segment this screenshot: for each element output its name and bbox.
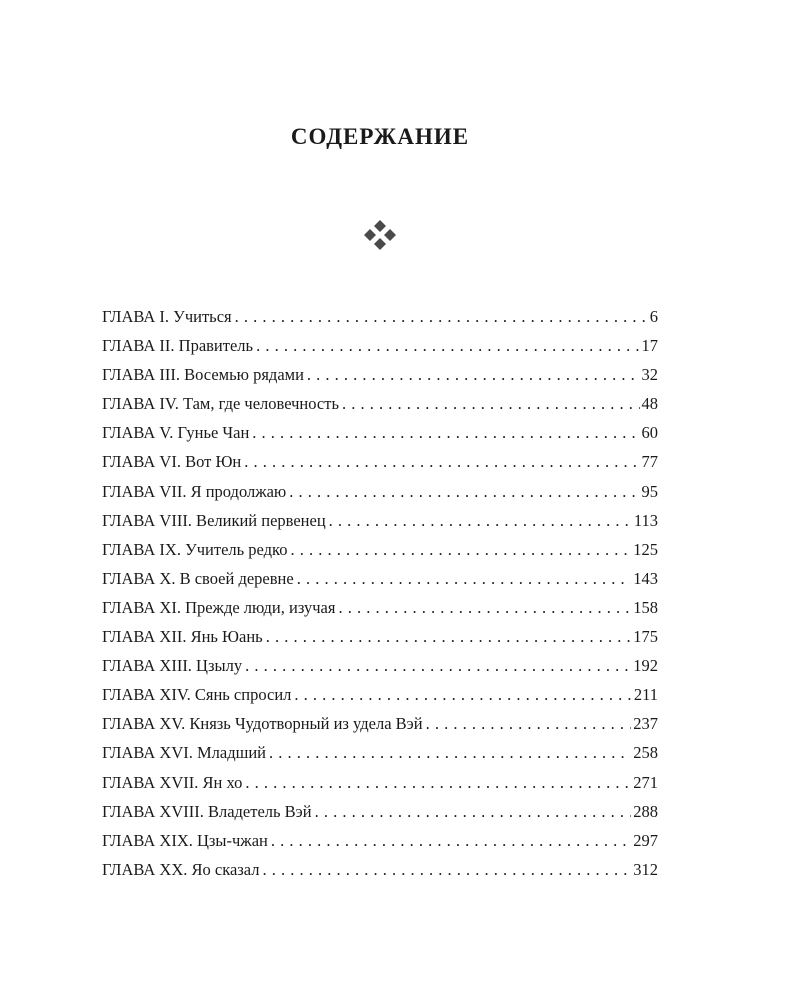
toc-entry-page-number: 192 [633, 656, 658, 676]
toc-dot-leader [338, 598, 631, 618]
toc-entry-title: ГЛАВА IX. Учитель редко [102, 539, 288, 559]
toc-entry-page-number: 95 [641, 481, 658, 501]
toc-entry [102, 307, 658, 336]
toc-entry-title: ГЛАВА XIX. Цзы-чжан [102, 830, 268, 850]
toc-entry-title: ГЛАВА I. Учиться [102, 307, 232, 326]
toc-dot-leader [426, 714, 632, 734]
toc-dot-leader [342, 394, 640, 414]
toc-entry-page-number: 143 [633, 568, 658, 588]
toc-dot-leader [307, 365, 640, 385]
toc-entry [102, 714, 658, 743]
toc-dot-leader [297, 569, 632, 589]
toc-entry-title: ГЛАВА VII. Я продолжаю [102, 481, 287, 501]
toc-entry [102, 831, 658, 860]
toc-dot-leader [244, 452, 639, 472]
toc-entry-page-number: 258 [633, 743, 658, 763]
toc-entry [102, 394, 658, 423]
toc-entry [102, 336, 658, 365]
toc-entry [102, 511, 658, 540]
table-of-contents [102, 307, 658, 889]
toc-entry-title: ГЛАВА VI. Вот Юн [102, 452, 242, 472]
toc-entry-page-number: 271 [633, 772, 658, 792]
toc-dot-leader [263, 860, 632, 880]
toc-entry-title: ГЛАВА XIV. Сянь спросил [102, 685, 292, 705]
toc-entry-page-number: 288 [633, 801, 658, 821]
toc-entry-title: ГЛАВА VIII. Великий первенец [102, 510, 326, 530]
toc-dot-leader [245, 656, 631, 676]
toc-entry [102, 685, 658, 714]
toc-entry [102, 540, 658, 569]
toc-entry-page-number: 32 [641, 365, 658, 385]
toc-entry [102, 627, 658, 656]
toc-entry-page-number: 312 [633, 859, 658, 879]
toc-entry-page-number: 237 [633, 714, 658, 734]
toc-entry-page-number: 158 [633, 597, 658, 617]
toc-entry-page-number: 297 [633, 830, 658, 850]
toc-entry [102, 452, 658, 481]
toc-entry-title: ГЛАВА XVI. Младший [102, 743, 266, 763]
toc-entry-page-number: 113 [633, 510, 658, 530]
toc-entry-title: ГЛАВА V. Гунье Чан [102, 423, 250, 443]
toc-dot-leader [266, 627, 632, 647]
toc-entry-title: ГЛАВА XX. Яо сказал [102, 859, 260, 879]
toc-entry [102, 656, 658, 685]
toc-dot-leader [271, 831, 631, 851]
toc-dot-leader [294, 685, 631, 705]
toc-entry [102, 860, 658, 889]
toc-dot-leader [256, 336, 639, 356]
toc-entry-page-number: 48 [641, 394, 658, 414]
toc-entry [102, 365, 658, 394]
toc-dot-leader [269, 743, 631, 763]
toc-entry-title: ГЛАВА XI. Прежде люди, изучая [102, 597, 336, 617]
toc-entry [102, 802, 658, 831]
toc-entry-title: ГЛАВА XVIII. Владетель Вэй [102, 801, 312, 821]
toc-dot-leader [329, 511, 632, 531]
toc-entry [102, 743, 658, 772]
toc-entry [102, 598, 658, 627]
toc-dot-leader [252, 423, 639, 443]
toc-dot-leader [289, 482, 639, 502]
toc-entry-page-number: 175 [633, 627, 658, 647]
toc-entry [102, 569, 658, 598]
toc-entry [102, 773, 658, 802]
toc-entry-title: ГЛАВА XIII. Цзылу [102, 656, 243, 676]
toc-dot-leader [290, 540, 631, 560]
toc-entry [102, 482, 658, 511]
toc-entry-title: ГЛАВА III. Восемью рядами [102, 365, 304, 385]
toc-entry-title: ГЛАВА X. В своей деревне [102, 568, 294, 588]
toc-entry-page-number: 77 [641, 452, 658, 472]
diamond-cluster-ornament-icon [362, 220, 398, 250]
toc-dot-leader [235, 307, 648, 327]
toc-dot-leader [245, 773, 631, 793]
toc-entry-title: ГЛАВА XVII. Ян хо [102, 772, 243, 792]
toc-entry-title: ГЛАВА XV. Князь Чудотворный из удела Вэй [102, 714, 423, 734]
toc-dot-leader [315, 802, 632, 822]
toc-entry [102, 423, 658, 452]
toc-entry-title: ГЛАВА IV. Там, где человечность [102, 394, 339, 414]
toc-entry-page-number: 6 [649, 307, 658, 326]
toc-entry-page-number: 125 [633, 539, 658, 559]
toc-entry-page-number: 211 [633, 685, 658, 705]
page-title: СОДЕРЖАНИЕ [290, 124, 470, 149]
toc-entry-page-number: 17 [641, 336, 658, 356]
toc-entry-title: ГЛАВА II. Правитель [102, 336, 254, 356]
toc-entry-page-number: 60 [641, 423, 658, 443]
toc-entry-title: ГЛАВА XII. Янь Юань [102, 627, 263, 647]
